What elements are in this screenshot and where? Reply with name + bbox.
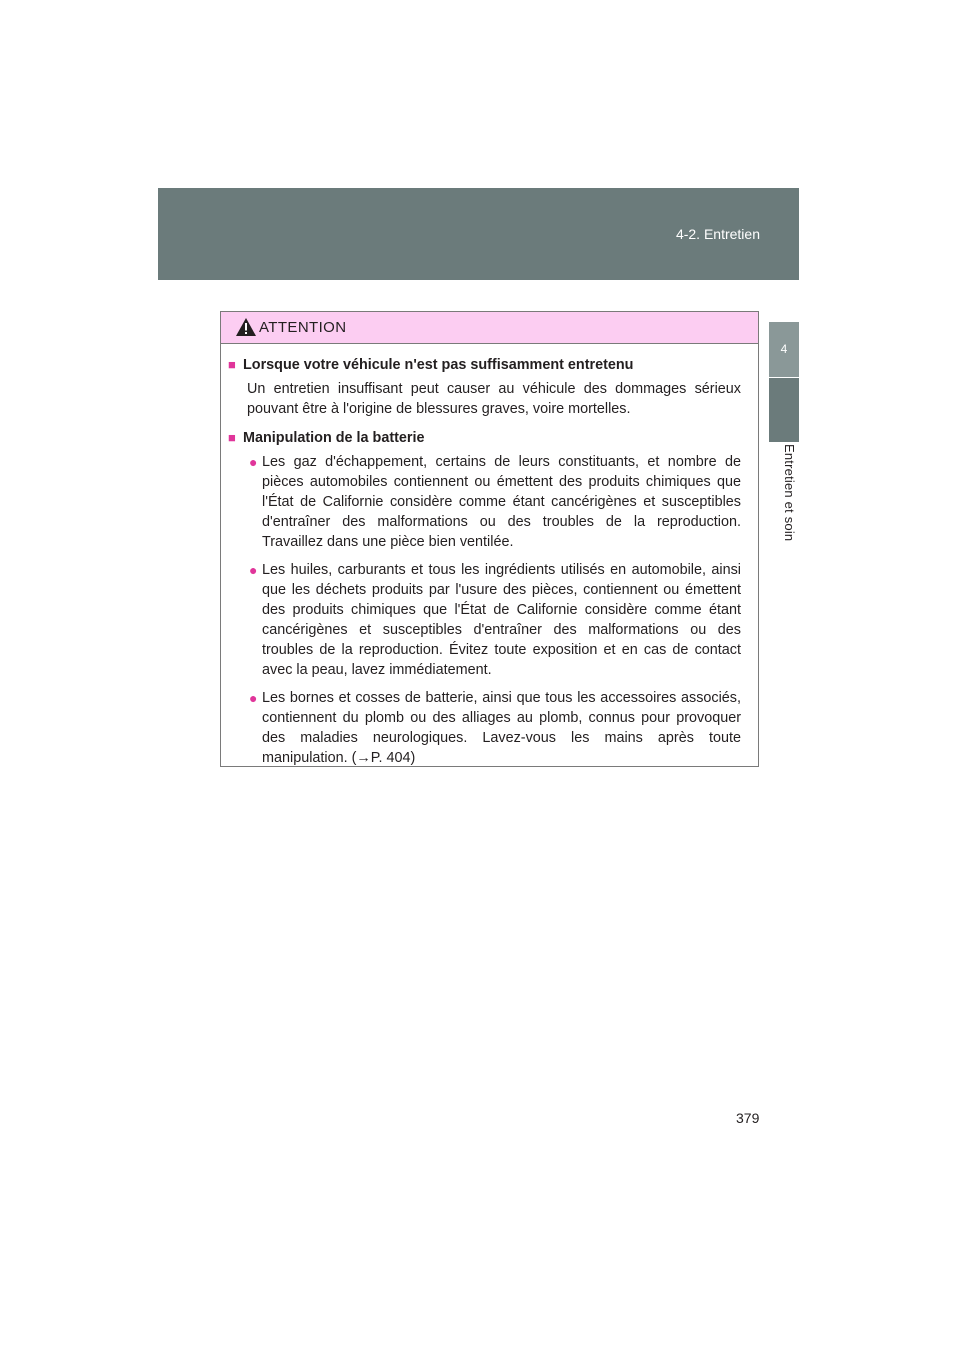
square-bullet-icon: ■ [228, 430, 236, 445]
warning-box [220, 311, 759, 767]
round-bullet-icon: ● [249, 690, 258, 706]
square-bullet-icon: ■ [228, 357, 236, 372]
section-heading: ■ Lorsque votre véhicule n'est pas suffisamment entretenu [228, 357, 634, 373]
warning-title: ATTENTION [259, 319, 347, 336]
section-paragraph: Un entretien insuffisant peut causer au véhicule des dommages sérieux pouvant être à l'origine de blessures graves, voire mortelles. [247, 381, 741, 417]
section-heading: ■ Manipulation de la batterie [228, 430, 425, 446]
warning-triangle-icon [235, 317, 257, 342]
round-bullet-icon: ● [249, 454, 258, 470]
chapter-number: 4 [769, 322, 799, 377]
bullet-item: ● Les bornes et cosses de batterie, ainsi que tous les accessoires associés, contiennent du plomb ou des alliages au plomb, connus pour provoquer des maladies neurologiques. Lavez-vous les mains après toute manipulation. (→P. 404) [249, 690, 741, 766]
chapter-tab-marker [769, 378, 799, 442]
round-bullet-icon: ● [249, 562, 258, 578]
bullet-item: ● Les gaz d'échappement, certains de leurs constituants, et nombre de pièces automobiles contiennent ou émettent des produits chimiques que l'État de Californie considère comme étant cancérigènes et susceptibles d'entraîner des malformations ou des troubles de la reproduction. Travaillez dans une pièce bien ventilée. [249, 454, 741, 550]
warning-body [221, 344, 758, 768]
bullet-item: ● Les huiles, carburants et tous les ingrédients utilisés en automobile, ainsi que les déchets produits par l'usure des pièces, contiennent ou émettent des produits chimiques que l'État de Californie considère comme étant cancérigènes et susceptibles d'entraîner des malformations ou des troubles de la reproduction. Évitez toute exposition et en cas de contact avec la peau, lavez immédiatement. [249, 562, 741, 678]
chapter-side-tab [769, 322, 799, 842]
chapter-title: Entretien et soin [782, 444, 797, 542]
page-number: 379 [736, 1110, 760, 1126]
header-band [158, 188, 799, 280]
warning-header [221, 312, 758, 344]
section-title: 4-2. Entretien [675, 226, 760, 242]
